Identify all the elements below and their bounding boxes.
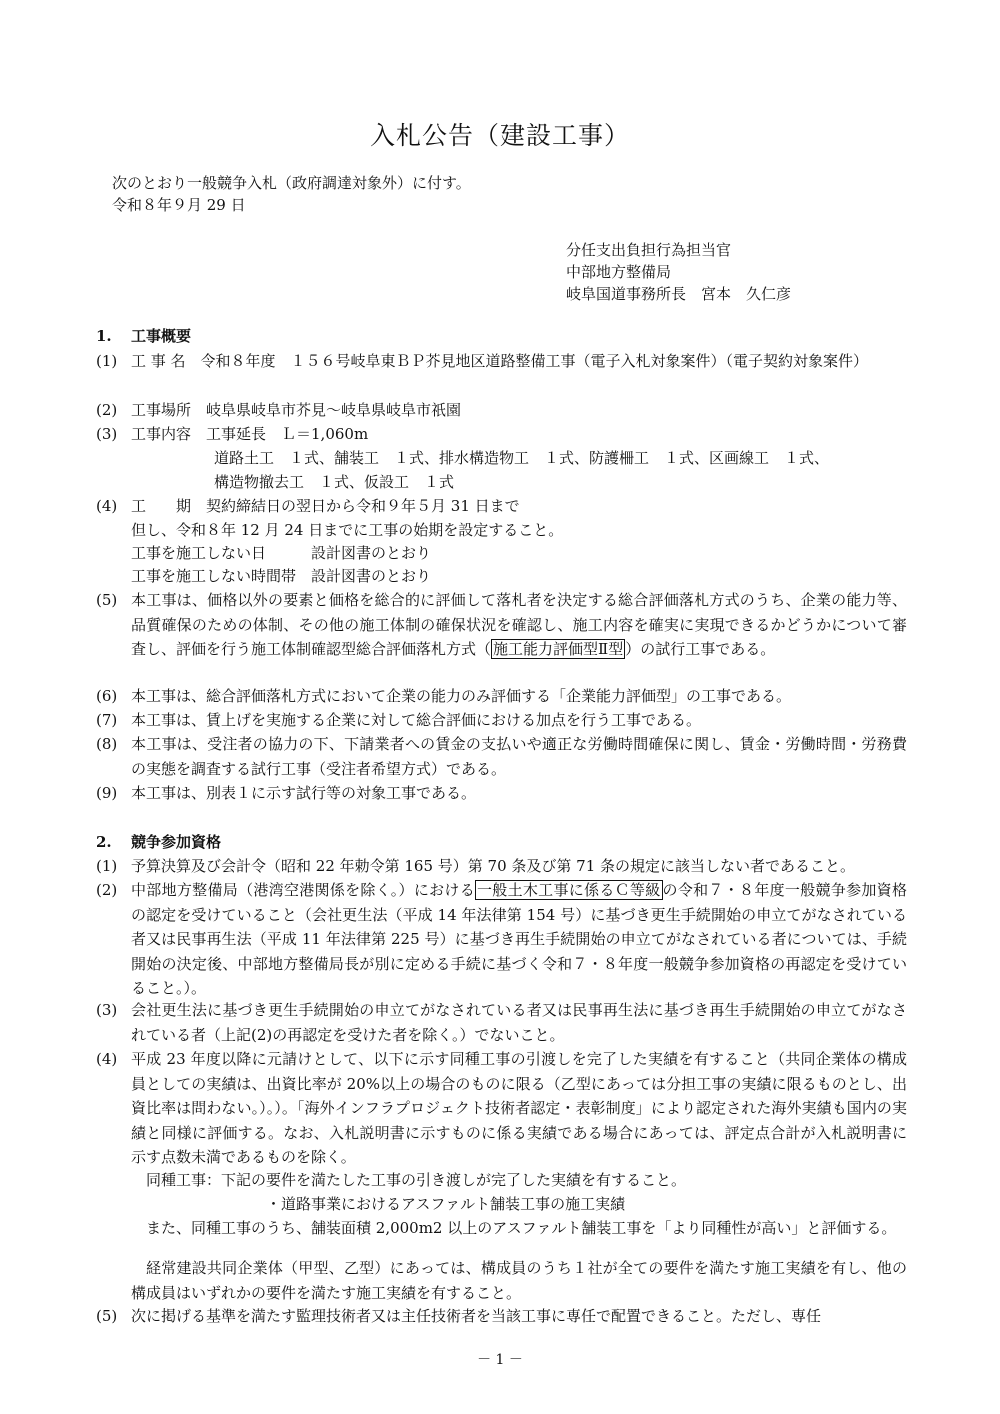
section-2-number: 2.: [96, 833, 112, 851]
s1-item-5-text: [131, 588, 907, 662]
s1-item-8-text: 本工事は、受注者の協力の下、下請業者への賃金の支払いや適正な労働時間確保に関し、賃金・労働時間・労務費の実態を調査する試行工事（受注者希望方式）である。: [131, 735, 907, 778]
intro-text: 次のとおり一般競争入札（政府調達対象外）に付す。: [112, 174, 471, 192]
s1-item-3-line-2: 道路土工 １式、舗装工 １式、排水構造物工 １式、防護柵工 １式、区画線工 １式、: [214, 449, 830, 467]
s2-item-2-text-post: の令和７・８年度一般競争参加資格の認定を受けていること（会社更生法（平成 14 年法律第 154 号）に基づき更生手続開始の申立てがなされている者又は民事再生法（平成 11 年法律第 225 号）に基づき再生手続開始の申立てがなされている者については、手続開始の決定後、中部地方整備局長が別に定める手続に基づく令和７・８年度一般競争参加資格の再認定を受けていること。）。: [131, 881, 907, 997]
section-1-number: 1.: [96, 327, 112, 345]
s1-item-2-text: 工事場所 岐阜県岐阜市芥見～岐阜県岐阜市祇園: [131, 401, 462, 419]
s2-item-2-text-pre: 中部地方整備局（港湾空港関係を除く。）における: [131, 881, 475, 899]
s1-item-9-text: 本工事は、別表１に示す試行等の対象工事である。: [131, 784, 477, 802]
s1-item-4-line-2: 但し、令和８年 12 月 24 日までに工事の始期を設定すること。: [131, 521, 564, 539]
s2-item-2-text: [131, 878, 907, 1001]
s1-item-2-number: (2): [96, 401, 118, 419]
s2-item-1-text: 予算決算及び会計令（昭和 22 年勅令第 165 号）第 70 条及び第 71 条の規定に該当しない者であること。: [131, 857, 856, 875]
document-title: 入札公告（建設工事）: [369, 121, 630, 150]
s2-item-1-number: (1): [96, 857, 118, 875]
evaluation-type-box: 施工能力評価型Ⅱ型: [493, 640, 624, 658]
s2-item-4-text: 平成 23 年度以降に元請けとして、以下に示す同種工事の引渡しを完了した実績を有すること（共同企業体の構成員としての実績は、出資比率が 20%以上の場合のものに限る（乙型にあっては分担工事の実績に限るものとし、出資比率は問わない。）。）。「海外インフラプロジェクト技術者認定・表彰制度」により認定された海外実績も国内の実績と同様に評価する。なお、入札説明書に示すものに係る実績である場合にあっては、評定点合計が入札説明書に示す点数未満であるものを除く。: [131, 1050, 907, 1166]
page-number: － 1 －: [477, 1352, 523, 1368]
issuer-line-2: 中部地方整備局: [566, 263, 672, 281]
s1-item-7-text: 本工事は、賃上げを実施する企業に対して総合評価における加点を行う工事である。: [131, 711, 702, 729]
s2-item-4-number: (4): [96, 1050, 118, 1068]
s1-item-5-text-pre: 本工事は、価格以外の要素と価格を総合的に評価して落札者を決定する総合評価落札方式のうち、企業の能力等、品質確保のための体制、その他の施工体制の確保状況を確認し、施工内容を確実に実現できるかどうかについて審査し、評価を行う施工体制確認型総合評価落札方式（: [131, 591, 907, 658]
s1-item-6-text: 本工事は、総合評価落札方式において企業の能力のみ評価する「企業能力評価型」の工事である。: [131, 687, 792, 705]
s1-item-4-line-3: 工事を施工しない日 設計図書のとおり: [131, 544, 432, 562]
issuer-line-3: 岐阜国道事務所長 宮本 久仁彦: [566, 285, 792, 303]
s1-item-4-line-4: 工事を施工しない時間帯 設計図書のとおり: [131, 567, 432, 585]
section-1-title: 工事概要: [131, 327, 192, 345]
s2-item-3-text: 会社更生法に基づき更生手続開始の申立てがなされている者又は民事再生法に基づき再生手続開始の申立てがなされている者（上記(2)の再認定を受けた者を除く。）でないこと。: [131, 1001, 907, 1044]
s2-item-4-same-type: 同種工事：下記の要件を満たした工事の引き渡しが完了した実績を有すること。: [146, 1171, 687, 1189]
s2-item-4-requirement: ・道路事業におけるアスファルト舗装工事の施工実績: [266, 1195, 626, 1213]
s2-item-5-text: 次に掲げる基準を満たす監理技術者又は主任技術者を当該工事に専任で配置できること。ただし、専任: [131, 1307, 822, 1325]
s1-item-7-number: (7): [96, 711, 118, 729]
s2-item-5-number: (5): [96, 1307, 118, 1325]
s2-item-3-number: (3): [96, 1001, 118, 1019]
s1-item-1-text: 工 事 名 令和８年度 １５６号岐阜東ＢＰ芥見地区道路整備工事（電子入札対象案件）（電子契約対象案件）: [131, 352, 869, 370]
s2-item-4-joint-venture: 経常建設共同企業体（甲型、乙型）にあっては、構成員のうち１社が全ての要件を満たす施工実績を有し、他の構成員はいずれかの要件を満たす施工実績を有すること。: [131, 1259, 907, 1302]
s1-item-9-number: (9): [96, 784, 118, 802]
s1-item-3-number: (3): [96, 425, 118, 443]
s1-item-1-number: (1): [96, 352, 118, 370]
s1-item-6-number: (6): [96, 687, 118, 705]
issuer-line-1: 分任支出負担行為担当官: [566, 241, 732, 259]
notice-date: 令和８年９月 29 日: [112, 196, 246, 214]
s2-item-4-evaluation: また、同種工事のうち、舗装面積 2,000m2 以上のアスファルト舗装工事を「より同種性が高い」と評価する。: [146, 1219, 897, 1237]
s1-item-4-line-1: 工 期 契約締結日の翌日から令和９年５月 31 日まで: [131, 497, 520, 515]
s1-item-8-number: (8): [96, 735, 118, 753]
s1-item-3-line-3: 構造物撤去工 １式、仮設工 １式: [214, 473, 455, 491]
s1-item-5-number: (5): [96, 591, 118, 609]
section-2-title: 競争参加資格: [131, 833, 222, 851]
qualification-grade-box: 一般土木工事に係るＣ等級: [477, 881, 661, 899]
s1-item-4-number: (4): [96, 497, 118, 515]
s1-item-3-line-1: 工事内容 工事延長 Ｌ＝1,060m: [131, 425, 369, 443]
s1-item-5-text-post: ）の試行工事である。: [625, 640, 776, 658]
s2-item-2-number: (2): [96, 881, 118, 899]
